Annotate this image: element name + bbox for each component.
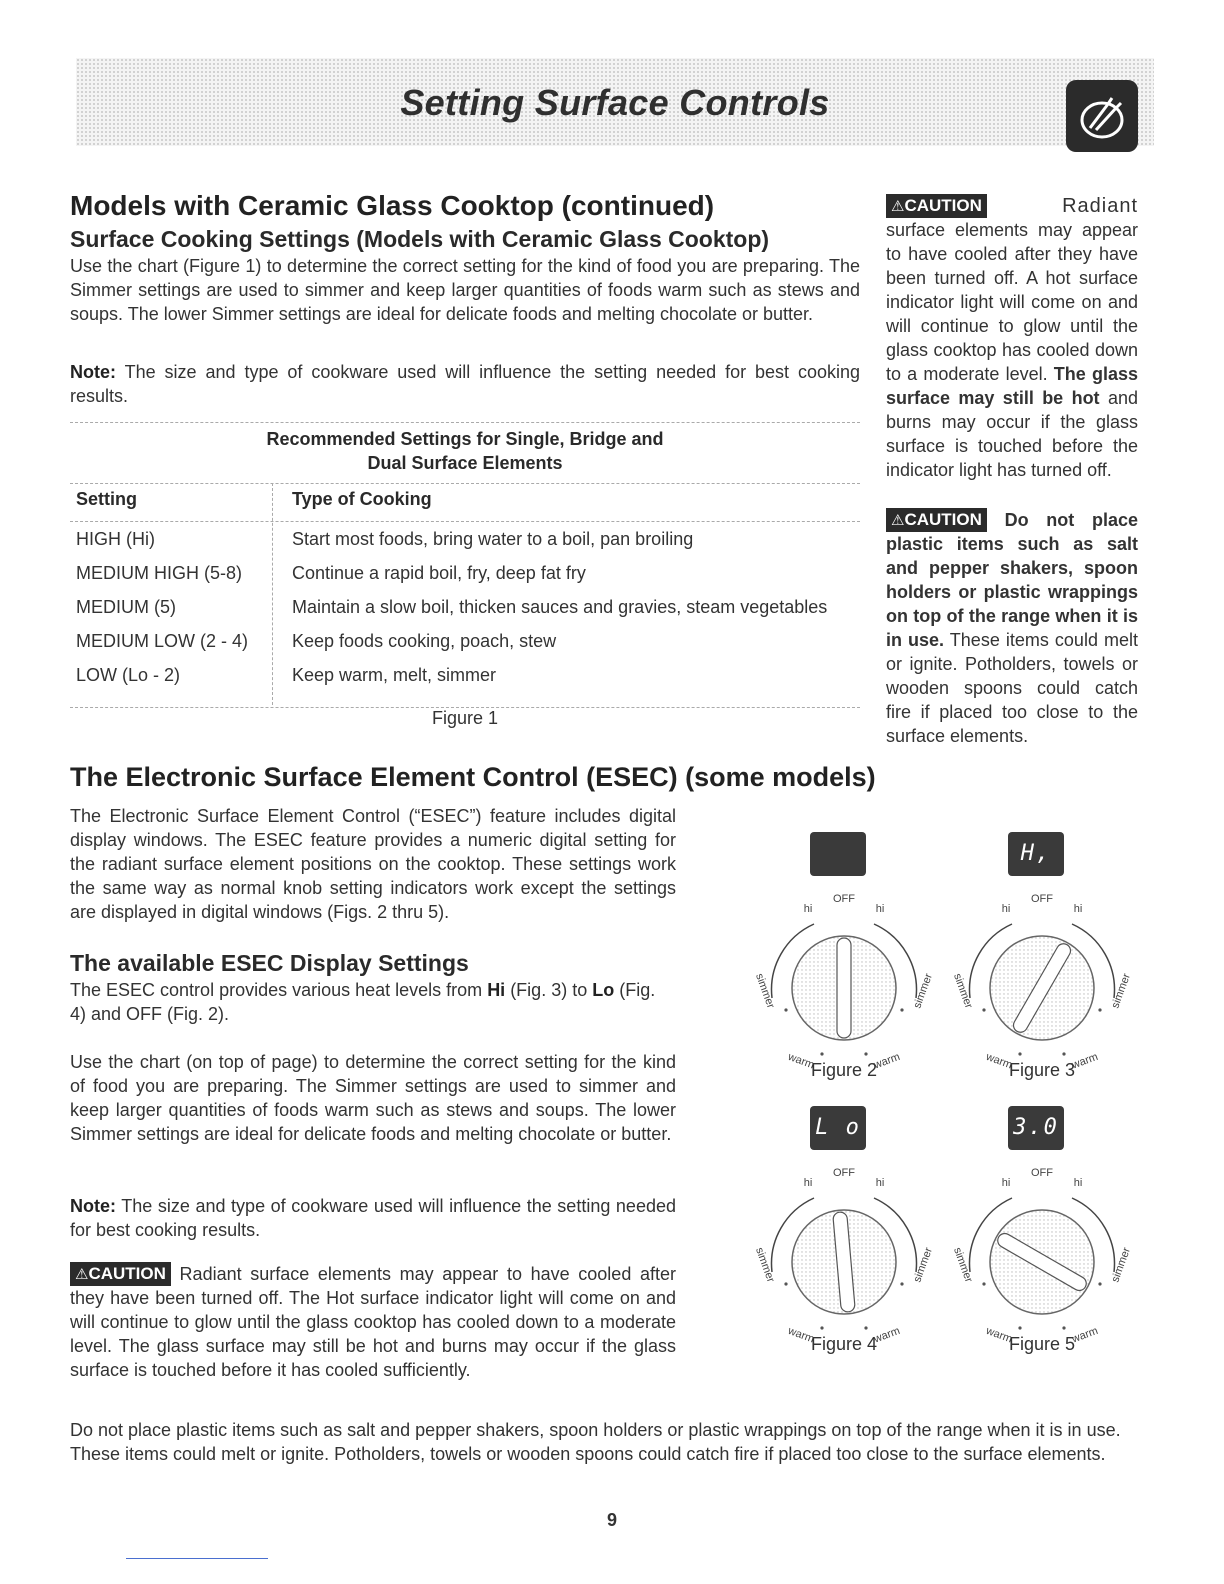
note-text: The size and type of cookware used will influence the setting needed for best cooking results.	[70, 362, 860, 406]
knob-tick	[1062, 1326, 1065, 1329]
knob-label-hi: hi	[803, 903, 813, 915]
type-cell: Keep foods cooking, poach, stew	[292, 631, 557, 651]
knob-label-warm: warm	[984, 1050, 1014, 1072]
warning-triangle-icon: ⚠	[75, 1266, 89, 1283]
figure-caption: Figure 5	[1008, 1334, 1076, 1354]
esec-chart-paragraph: Use the chart (on top of page) to determine the correct setting for the kind of food you are preparing. The Simmer settings are used to simmer and keep larger quantities of foods warm such as stews and soups. The lower Simmer settings are ideal for delicate foods and melting chocolate or butter.	[70, 1052, 676, 1144]
type-cell: Maintain a slow boil, thicken sauces and gravies, steam vegetables	[292, 597, 828, 617]
digital-display: L o	[810, 1106, 866, 1150]
knob-tick	[1098, 1282, 1101, 1285]
knob-label-warm: warm	[872, 1324, 902, 1346]
knob-label-simmer: simmer	[951, 1245, 975, 1284]
digital-display	[810, 832, 866, 876]
caution-1-text: surface elements may appear to have cooled after they have been turned off. A hot surface indicator light will come on and will continue to glow until the glass cooktop has cooled down to a moderate level.	[886, 220, 1138, 384]
warning-triangle-icon: ⚠	[891, 198, 905, 215]
knob-tick	[1098, 1008, 1101, 1011]
note-text: The size and type of cookware used will influence the setting needed for best cooking results.	[70, 1196, 676, 1240]
table-row	[70, 625, 860, 659]
bottom-warning-paragraph: Do not place plastic items such as salt and pepper shakers, spoon holders or plastic wrappings on top of the range when it is in use. These items could melt or ignite. Potholders, towels or wooden spoons could catch fire if placed too close to the surface elements.	[70, 1420, 1121, 1464]
caution-badge: ⚠CAUTION	[886, 508, 987, 532]
knob-label-warm: warm	[984, 1324, 1014, 1346]
knob-label-hi: hi	[1073, 1177, 1083, 1189]
table-title-line1: Recommended Settings for Single, Bridge and	[266, 429, 664, 449]
setting-cell: MEDIUM HIGH (5-8)	[76, 563, 242, 583]
setting-cell: LOW (Lo - 2)	[76, 665, 181, 685]
knob-tick	[1062, 1052, 1065, 1055]
knob-label-warm: warm	[872, 1050, 902, 1072]
setting-column-header: Setting	[76, 489, 137, 509]
caution-badge: ⚠CAUTION	[886, 194, 987, 218]
header-banner	[76, 58, 1154, 146]
page-title: Setting Surface Controls	[400, 82, 830, 123]
knob-tick	[864, 1052, 867, 1055]
knob-label-hi: hi	[1001, 903, 1011, 915]
note-label: Note:	[70, 1196, 116, 1216]
caution-2-tail: These items could melt or ignite. Potholders, towels or wooden spoons could catch fire if placed too close to the surface elements.	[886, 630, 1138, 746]
knob-label-simmer: simmer	[753, 1245, 777, 1284]
knob-label-simmer: simmer	[1109, 1245, 1133, 1284]
caution-block-2	[886, 508, 1138, 748]
knob-tick	[900, 1282, 903, 1285]
knob-tick	[820, 1052, 823, 1055]
caution-2-bold: Do not place plastic items such as salt and pepper shakers, spoon holders or plastic wrappings on top of the range when it is in use.	[886, 510, 1138, 650]
esec-note	[70, 1194, 676, 1242]
table-title	[70, 427, 860, 475]
ceramic-note	[70, 360, 860, 408]
figure-caption: Figure 3	[1008, 1060, 1076, 1080]
page-number: 9	[606, 1510, 617, 1530]
esec-intro-paragraph: The Electronic Surface Element Control (“ESEC”) feature includes digital display windows. The ESEC feature provides a numeric digital setting for the radiant surface element positions on the cooktop. These settings work the same way as normal knob setting indicators work except the settings are displayed in digital windows (Figs. 2 thru 5).	[70, 806, 676, 922]
type-cell: Continue a rapid boil, fry, deep fat fry	[292, 563, 586, 583]
knob-label-hi: hi	[1073, 903, 1083, 915]
caution-sidebar	[886, 194, 1138, 748]
figure-caption: Figure 4	[810, 1334, 878, 1354]
caution-block-1	[886, 194, 1138, 482]
setting-cell: HIGH (Hi)	[76, 529, 155, 549]
caution-badge: ⚠CAUTION	[70, 1262, 171, 1286]
caution-1-tail: and burns may occur if the glass surface is touched before the indicator light has turned off.	[886, 388, 1138, 480]
knob-label-simmer: simmer	[951, 971, 975, 1010]
figure-3	[942, 832, 1142, 1082]
setting-cell: MEDIUM (5)	[76, 597, 176, 617]
knob-label-off: OFF	[1031, 1167, 1053, 1179]
knob-label-simmer: simmer	[753, 971, 777, 1010]
knob-label-simmer: simmer	[1109, 971, 1133, 1010]
table-row	[70, 557, 860, 591]
type-cell: Keep warm, melt, simmer	[292, 665, 497, 685]
esec-caution-text: Radiant surface elements may appear to have cooled after they have been turned off. The Hot surface indicator light will come on and will continue to glow until the glass cooktop has cooled down to a moderate level. The glass surface may still be hot and burns may occur if the glass surface is touched before it has cooled sufficiently.	[70, 1264, 676, 1380]
footer-rule	[126, 1558, 268, 1559]
table-row	[70, 523, 860, 557]
warning-triangle-icon: ⚠	[891, 512, 905, 529]
esec-section-title: The Electronic Surface Element Control (ESEC) (some models)	[70, 762, 876, 792]
type-cell: Start most foods, bring water to a boil, pan broiling	[292, 529, 694, 549]
digital-display: 3.0	[1008, 1106, 1064, 1150]
table-header-divider	[70, 521, 860, 522]
knob-pointer	[837, 938, 851, 1038]
knob-label-simmer: simmer	[911, 1245, 935, 1284]
knob-tick	[784, 1282, 787, 1285]
ceramic-section-title: Models with Ceramic Glass Cooktop (continued)	[70, 190, 715, 221]
cooking-utensils-icon	[1066, 80, 1138, 152]
knob-tick	[784, 1008, 787, 1011]
knob-tick	[1018, 1326, 1021, 1329]
figure-1-caption: Figure 1	[431, 708, 499, 728]
knob-label-hi: hi	[875, 903, 885, 915]
table-row	[70, 591, 860, 625]
knob-label-off: OFF	[1031, 893, 1053, 905]
table-row	[70, 659, 860, 693]
knob-tick	[1018, 1052, 1021, 1055]
knob-tick	[820, 1326, 823, 1329]
knob-label-warm: warm	[786, 1324, 816, 1346]
note-label: Note:	[70, 362, 116, 382]
esec-caution	[70, 1262, 676, 1382]
caution-lead-word: Radiant	[1062, 195, 1138, 217]
knob-label-hi: hi	[875, 1177, 885, 1189]
type-of-cooking-column-header: Type of Cooking	[292, 489, 432, 509]
figure-4	[744, 1106, 944, 1356]
knob-tick	[982, 1008, 985, 1011]
recommended-settings-table	[70, 422, 860, 708]
knob-tick	[900, 1008, 903, 1011]
knob-tick	[864, 1326, 867, 1329]
caution-1-bold: The glass surface may still be hot	[886, 364, 1138, 408]
figure-2	[744, 832, 944, 1082]
knob-label-hi: hi	[1001, 1177, 1011, 1189]
knob-label-off: OFF	[833, 1167, 855, 1179]
knob-label-off: OFF	[833, 893, 855, 905]
figure-5	[942, 1106, 1142, 1356]
table-divider	[70, 483, 860, 484]
setting-cell: MEDIUM LOW (2 - 4)	[76, 631, 249, 651]
knob-label-warm: warm	[786, 1050, 816, 1072]
digital-display: H,	[1008, 832, 1064, 876]
table-title-line2: Dual Surface Elements	[367, 453, 563, 473]
knob-label-hi: hi	[803, 1177, 813, 1189]
surface-cooking-subtitle: Surface Cooking Settings (Models with Ceramic Glass Cooktop)	[70, 226, 770, 252]
figure-caption: Figure 2	[810, 1060, 878, 1080]
knob-label-warm: warm	[1070, 1324, 1100, 1346]
knob-tick	[982, 1282, 985, 1285]
knob-label-simmer: simmer	[911, 971, 935, 1010]
ceramic-intro-paragraph: Use the chart (Figure 1) to determine the correct setting for the kind of food you are preparing. The Simmer settings are used to simmer and keep larger quantities of foods warm such as stews and soups. The lower Simmer settings are ideal for delicate foods and melting chocolate or butter.	[70, 256, 860, 324]
esec-heat-levels-paragraph: The ESEC control provides various heat levels from Hi (Fig. 3) to Lo (Fig. 4) and OFF (Fig. 2).	[70, 980, 656, 1024]
knob-label-warm: warm	[1070, 1050, 1100, 1072]
esec-display-settings-subtitle: The available ESEC Display Settings	[70, 950, 469, 976]
